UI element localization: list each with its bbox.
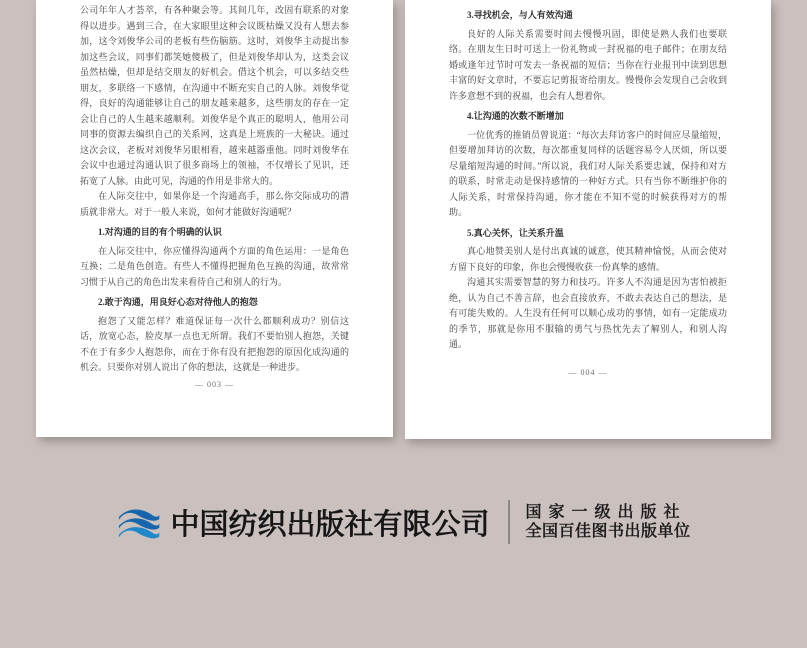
left-page-text xyxy=(36,0,393,376)
section-heading: 5.真心关怀，让关系升温 xyxy=(467,227,564,238)
paragraph: 沟通其实需要智慧的努力和技巧。许多人不沟通是因为害怕被拒绝，认为自己不善言辞，也会直接放弃，不敢去表达自己的想法，是有可能失败的。人生没有任何可以顺心成功的事情，如有一定能成功的季节，那就是你用不服输的勇气与热忱先去了解别人，和别人沟通。 xyxy=(449,277,727,349)
paragraph: 良好的人际关系需要时间去慢慢巩固，即使是熟人我们也要联络。在朋友生日时可送上一份礼物或一封祝福的电子邮件；在朋友结婚或逢年过节时可发去一条祝福的短信；当你在行业报刊中读到思想丰富的好文章时，不要忘记剪报寄给朋友。慢慢你会发现自己会收到许多意想不到的祝福，也会有人想着你。 xyxy=(449,28,727,101)
right-page-number: — 004 — xyxy=(568,368,608,377)
publisher-footer xyxy=(0,500,807,544)
book-page-right xyxy=(405,0,771,439)
paragraph: 公司年年人才荟萃，有各种聚会等。其间几年，改固有联系的对象得以进步。遇到三合，在大家眼里这种会议既枯燥又没有人想去参加，这令刘俊华公司的老板有些伤脑筋。这时，刘俊华主动提出参加这些会议，同事们都笑她傻极了，但是刘俊华却认为，这类会议虽然枯燥，但却是结交朋友的好机会。借这个机会，可以多结交些朋友，多联络一下感情，在沟通中不断充实自己的人脉。刘俊华觉得，良好的沟通能够让自己的朋友越来越多，这些朋友的存在一定会让自己的人生越来越顺利。刘俊华是个真正的聪明人，他用公司同事的资源去编织自己的关系网，这真是上班族的一大秘诀。通过这次会议，老板对刘俊华另眼相看，越来越器重他。同时刘俊华在会议中也通过沟通认识了很多商场上的领袖，不仅增长了见识，还拓宽了人脉。由此可见，沟通的作用是非常大的。 xyxy=(80,5,349,186)
section-heading: 2.敢于沟通，用良好心态对待他人的抱怨 xyxy=(98,297,258,307)
badge-top-100-publisher: 全国百佳图书出版单位 xyxy=(525,523,691,540)
paragraph: 真心地赞美别人是付出真诚的诚意，使其精神愉悦，从而会使对方留下良好的印象，你也会慢慢收获一份真挚的感情。 xyxy=(449,246,727,272)
paragraph: 一位优秀的推销员曾说道：“每次去拜访客户的时间应尽量缩短，但要增加拜访的次数，每次都重复同样的话题容易令人厌烦，所以要尽量缩短沟通的时间。”所以说，我们对人际关系要忠诚，保持和对方的联系，时常走动是保持感情的一种好方式。只有当你不断维护你的人际关系，时常保持沟通，你才能在不知不觉的时候获得对方的帮助。 xyxy=(449,129,727,217)
left-page-number: — 003 — xyxy=(195,380,234,389)
section-heading: 3.寻找机会，与人有效沟通 xyxy=(467,10,573,20)
publisher-badges xyxy=(526,503,691,541)
paragraph: 在人际交往中，你应懂得沟通两个方面的角色运用：一是角色互换；二是角色创造。有些人不懂得把握角色互换的沟通，故常常习惯于从自己的角色出发来看待自己和别人的行为。 xyxy=(80,245,349,287)
publisher-waves-logo-icon xyxy=(116,502,160,542)
paragraph: 抱怨了又能怎样？难道保证每一次什么都顺利成功？别信这话，放宽心态，脸皮厚一点也无所谓。我们不要怕别人抱怨，关键不在于有多少人抱怨你，而在于你有没有把抱怨的原因化成沟通的机会。只要你对别人说出了你的想法，这就是一种进步。 xyxy=(80,315,349,372)
paragraph: 在人际交往中，如果你是一个沟通高手，那么你交际成功的潜质就非常大。对于一般人来说，如何才能做好沟通呢？ xyxy=(80,191,349,217)
badge-national-first-class: 国家一级出版社 xyxy=(525,504,687,521)
right-page-text xyxy=(405,0,771,353)
footer-divider xyxy=(508,500,510,544)
publisher-name: 中国纺织出版社有限公司 xyxy=(170,508,490,541)
book-page-left xyxy=(36,0,393,437)
section-heading: 4.让沟通的次数不断增加 xyxy=(467,111,564,121)
section-heading: 1.对沟通的目的有个明确的认识 xyxy=(98,227,222,237)
